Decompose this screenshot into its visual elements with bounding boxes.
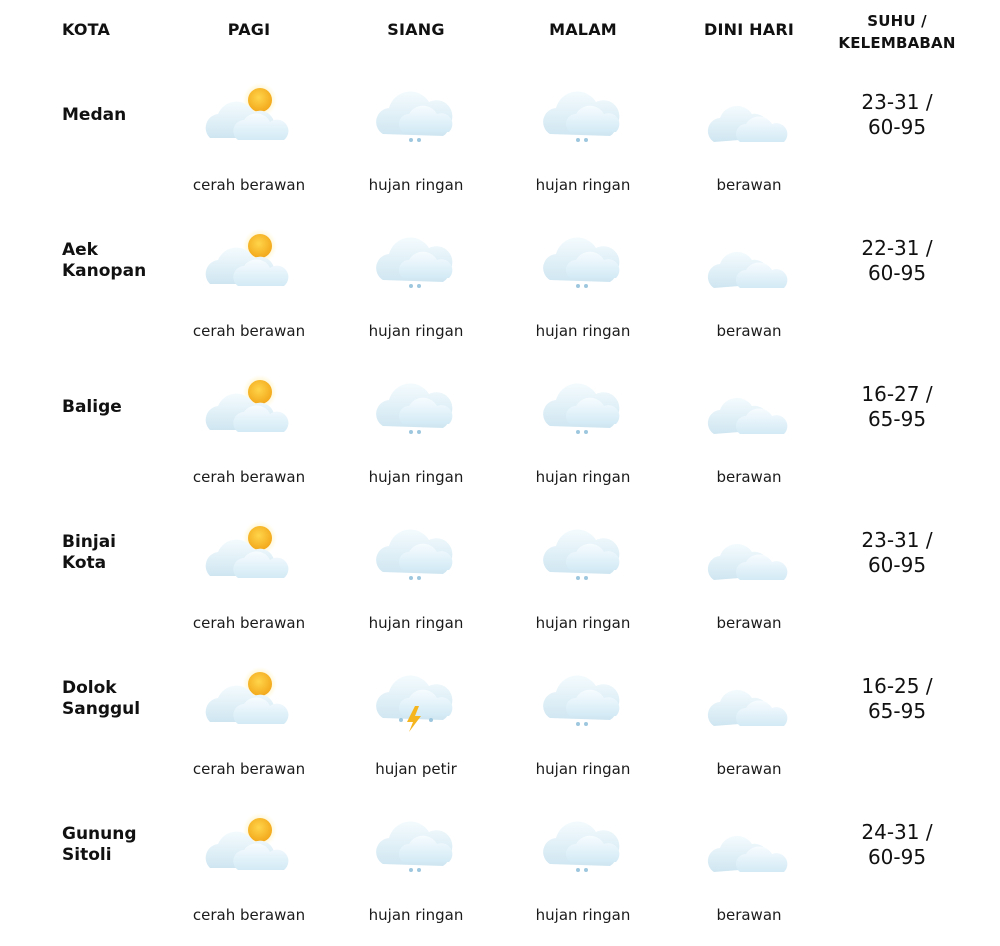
header-suhu-kelembaban <box>830 10 964 54</box>
light-rain-icon <box>371 82 461 148</box>
forecast-siang <box>333 216 499 362</box>
forecast-siang <box>333 70 499 216</box>
condition-label: berawan <box>716 322 782 340</box>
forecast-malam <box>500 654 666 800</box>
condition-label: hujan ringan <box>535 468 631 486</box>
light-rain-icon <box>371 520 461 586</box>
header-kelembaban: KELEMBABAN <box>838 34 956 52</box>
city-name <box>62 508 172 598</box>
condition-label: cerah berawan <box>192 760 306 778</box>
humidity-range: 65-95 <box>867 699 927 723</box>
city-name-line1: Binjai <box>62 532 117 552</box>
city-name-line1: Medan <box>62 104 127 125</box>
humidity-range: 60-95 <box>867 261 927 285</box>
table-row <box>0 800 1000 946</box>
condition-label: hujan ringan <box>368 468 464 486</box>
light-rain-icon <box>538 520 628 586</box>
cloudy-icon <box>704 812 794 878</box>
city-name-line1: Gunung <box>62 824 137 844</box>
forecast-dini-hari <box>666 362 832 508</box>
forecast-siang <box>333 654 499 800</box>
city-name <box>62 70 172 160</box>
condition-label: hujan ringan <box>368 906 464 924</box>
forecast-dini-hari <box>666 70 832 216</box>
temperature-humidity <box>830 90 964 140</box>
humidity-range: 65-95 <box>867 407 927 431</box>
cloudy-icon <box>704 374 794 440</box>
cloudy-icon <box>704 82 794 148</box>
forecast-siang <box>333 800 499 946</box>
city-name-line2: Sanggul <box>62 699 141 719</box>
forecast-malam <box>500 70 666 216</box>
forecast-pagi <box>166 800 332 946</box>
condition-label: cerah berawan <box>192 614 306 632</box>
condition-label: hujan ringan <box>535 176 631 194</box>
city-name-line1: Aek <box>62 240 98 260</box>
condition-label: cerah berawan <box>192 322 306 340</box>
light-rain-icon <box>538 666 628 732</box>
condition-label: hujan ringan <box>368 322 464 340</box>
condition-label: berawan <box>716 906 782 924</box>
city-name-line2: Sitoli <box>62 845 112 865</box>
partly-cloudy-sun-icon <box>204 82 294 148</box>
humidity-range: 60-95 <box>867 115 927 139</box>
header-suhu: SUHU / <box>867 12 927 30</box>
forecast-dini-hari <box>666 216 832 362</box>
temperature-range: 22-31 / <box>861 236 933 260</box>
condition-label: cerah berawan <box>192 176 306 194</box>
forecast-pagi <box>166 216 332 362</box>
condition-label: hujan ringan <box>535 906 631 924</box>
condition-label: hujan ringan <box>368 614 464 632</box>
city-name-line1: Dolok <box>62 678 117 698</box>
light-rain-icon <box>538 228 628 294</box>
temperature-humidity <box>830 528 964 578</box>
condition-label: hujan ringan <box>535 614 631 632</box>
temperature-humidity <box>830 236 964 286</box>
temperature-range: 16-25 / <box>861 674 933 698</box>
city-name <box>62 362 172 452</box>
temperature-humidity <box>830 674 964 724</box>
light-rain-icon <box>538 374 628 440</box>
table-row <box>0 216 1000 362</box>
forecast-malam <box>500 508 666 654</box>
condition-label: cerah berawan <box>192 468 306 486</box>
thunderstorm-icon <box>371 666 461 732</box>
forecast-siang <box>333 508 499 654</box>
forecast-dini-hari <box>666 800 832 946</box>
header-malam: MALAM <box>549 20 617 39</box>
forecast-dini-hari <box>666 508 832 654</box>
cloudy-icon <box>704 520 794 586</box>
table-row <box>0 362 1000 508</box>
forecast-pagi <box>166 654 332 800</box>
temperature-range: 16-27 / <box>861 382 933 406</box>
cloudy-icon <box>704 666 794 732</box>
temperature-range: 24-31 / <box>861 820 933 844</box>
condition-label: hujan ringan <box>535 322 631 340</box>
humidity-range: 60-95 <box>867 553 927 577</box>
light-rain-icon <box>538 82 628 148</box>
forecast-malam <box>500 362 666 508</box>
partly-cloudy-sun-icon <box>204 374 294 440</box>
temperature-range: 23-31 / <box>861 90 933 114</box>
forecast-pagi <box>166 508 332 654</box>
header-siang: SIANG <box>387 20 445 39</box>
condition-label: berawan <box>716 614 782 632</box>
city-name <box>62 800 172 890</box>
light-rain-icon <box>371 374 461 440</box>
table-row <box>0 508 1000 654</box>
temperature-humidity <box>830 820 964 870</box>
temperature-humidity <box>830 382 964 432</box>
forecast-siang <box>333 362 499 508</box>
city-name-line1: Balige <box>62 396 122 417</box>
light-rain-icon <box>371 228 461 294</box>
city-name <box>62 654 172 744</box>
header-dini-hari: DINI HARI <box>704 20 794 39</box>
cloudy-icon <box>704 228 794 294</box>
forecast-malam <box>500 800 666 946</box>
condition-label: cerah berawan <box>192 906 306 924</box>
table-row <box>0 654 1000 800</box>
condition-label: berawan <box>716 176 782 194</box>
table-header <box>0 0 1000 70</box>
header-kota: KOTA <box>62 20 111 39</box>
condition-label: hujan ringan <box>535 760 631 778</box>
partly-cloudy-sun-icon <box>204 666 294 732</box>
partly-cloudy-sun-icon <box>204 812 294 878</box>
city-name-line2: Kota <box>62 553 107 573</box>
condition-label: berawan <box>716 760 782 778</box>
forecast-pagi <box>166 362 332 508</box>
forecast-pagi <box>166 70 332 216</box>
forecast-dini-hari <box>666 654 832 800</box>
city-name <box>62 216 172 306</box>
condition-label: berawan <box>716 468 782 486</box>
light-rain-icon <box>371 812 461 878</box>
partly-cloudy-sun-icon <box>204 520 294 586</box>
city-name-line2: Kanopan <box>62 261 147 281</box>
temperature-range: 23-31 / <box>861 528 933 552</box>
light-rain-icon <box>538 812 628 878</box>
condition-label: hujan petir <box>375 760 457 778</box>
condition-label: hujan ringan <box>368 176 464 194</box>
partly-cloudy-sun-icon <box>204 228 294 294</box>
humidity-range: 60-95 <box>867 845 927 869</box>
table-row <box>0 70 1000 216</box>
header-pagi: PAGI <box>227 20 271 39</box>
forecast-malam <box>500 216 666 362</box>
